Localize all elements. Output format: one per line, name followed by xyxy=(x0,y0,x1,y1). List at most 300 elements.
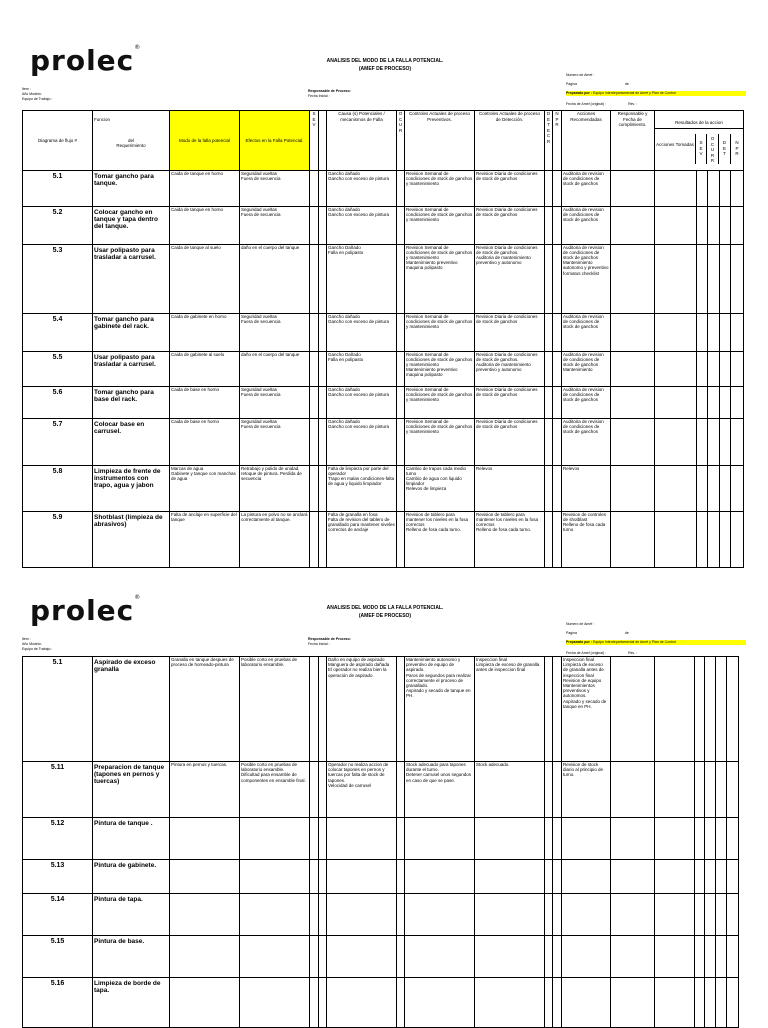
function-requirement: Tomar gancho para gabinete del rack. xyxy=(93,313,170,351)
page-2 xyxy=(0,580,768,1024)
result-ocur-cell xyxy=(705,936,716,978)
detec-cell xyxy=(545,244,553,313)
result-sev-cell xyxy=(695,762,705,818)
r-ocur: O C U R R xyxy=(707,134,719,164)
r-sev: S E V xyxy=(696,134,707,164)
result-ocur-cell xyxy=(705,860,716,894)
potential-causes: Gancho dañado Gancho con exceso de pintura xyxy=(327,386,397,418)
responsible-cell xyxy=(611,244,655,313)
failure-mode: Caida de gabinete al suelo xyxy=(170,351,240,386)
meta-left xyxy=(22,87,52,102)
npr-cell xyxy=(553,511,562,567)
table-row xyxy=(23,351,744,386)
requerimiento-label: del Requerimiento xyxy=(116,137,146,148)
table-row xyxy=(23,860,739,894)
ocur-cell xyxy=(397,818,405,860)
failure-effects: La pintura en polvo no se anclará correctamente al tanque. xyxy=(240,511,310,567)
failure-effects xyxy=(240,978,310,1028)
detection-controls xyxy=(475,936,545,978)
potential-causes: Daño en equipo de aspirado Manguera de aspirado dañada El operador no realiza bien la operación de aspirado xyxy=(327,657,397,762)
preventive-controls: Revision Semanal de condiciones de stock de ganchos y mantenimiento Mantenimiento preventivo maquina polipasto xyxy=(405,351,475,386)
ocur-cell xyxy=(397,762,405,818)
function-requirement: Pintura de gabinete. xyxy=(93,860,170,894)
detec-cell xyxy=(545,978,553,1028)
preventive-controls: Revision Semanal de condiciones de stock de ganchos y mantenimiento Mantenimiento preventivo maquina polipasto xyxy=(405,244,475,313)
fecha-amef-label: Fecha de Amef (original) : Rev. : xyxy=(566,102,637,106)
sev-cell xyxy=(310,244,319,313)
responsible-cell xyxy=(611,418,655,465)
ocur-cell xyxy=(397,206,405,244)
sev-cell xyxy=(310,511,319,567)
recommended-actions: Auditoria de revision de condiciones de stock de ganchos xyxy=(562,170,611,206)
result-det-cell xyxy=(716,894,727,936)
result-sev-cell xyxy=(697,244,708,313)
result-det-cell xyxy=(719,244,731,313)
recommended-actions: Revision de controles de shotblast Relleno de fosa cada turno xyxy=(562,511,611,567)
preventive-controls: Revision Semanal de condiciones de stock de ganchos y mantenimiento xyxy=(405,386,475,418)
failure-effects: Retrabajo y pulido de unidad, retoque de pintura. Perdida de secuencia xyxy=(240,465,310,511)
table-row xyxy=(23,978,739,1028)
recommended-actions xyxy=(562,818,611,860)
function-requirement: Tomar gancho para tanque. xyxy=(93,170,170,206)
failure-mode xyxy=(170,978,240,1028)
responsible-cell xyxy=(611,170,655,206)
table-row xyxy=(23,386,744,418)
failure-mode xyxy=(170,894,240,936)
preventive-controls: Stock adecuado para tapones durante el turno. Detener carrusel unos segundos en caso de que se pase. xyxy=(405,762,475,818)
preventive-controls: Revision Semanal de condiciones de stock de ganchos y mantenimiento xyxy=(405,313,475,351)
col-responsable: Responsable y Fecha de cumplimiento. xyxy=(611,111,655,171)
ocur-cell xyxy=(397,351,405,386)
potential-causes xyxy=(327,860,397,894)
responsable-label: Responsable de Proceso: xyxy=(308,89,351,93)
potential-causes xyxy=(327,818,397,860)
col-sev: S E V xyxy=(310,111,319,171)
recommended-actions: Auditoria de revision de condiciones de stock de ganchos xyxy=(562,386,611,418)
sev-cell xyxy=(310,936,319,978)
failure-effects: Seguridad vueltas Fuera de secuencia xyxy=(240,386,310,418)
result-sev-cell xyxy=(697,465,708,511)
npr-cell xyxy=(553,894,562,936)
failure-effects: daño en el cuerpo del tanque xyxy=(240,244,310,313)
result-npr-cell xyxy=(727,936,739,978)
failure-effects: daño en el cuerpo del tanque xyxy=(240,351,310,386)
pagina-label: Pagina de xyxy=(566,631,629,635)
function-requirement: Usar polipasto para trasladar a carrusel. xyxy=(93,244,170,313)
step-number: 5.5 xyxy=(23,351,93,386)
result-npr-cell xyxy=(727,657,739,762)
table-row xyxy=(23,657,739,762)
failure-mode xyxy=(170,860,240,894)
col-ctrl-prev: Controles Actuales de proceso Preventivos. xyxy=(405,111,475,171)
result-ocur-cell xyxy=(707,418,719,465)
ocur-cell xyxy=(397,170,405,206)
failure-effects: Posible corto en pruebas de laboratorio ensamble. Dificultad para ensamble de componentes en ensamble final. xyxy=(240,762,310,818)
responsible-cell xyxy=(611,818,655,860)
result-sev-cell xyxy=(697,170,708,206)
preventive-controls: Cambio de trapos cada medio turno Cambio de agua con liquido limpiador Relevos de limpieza xyxy=(405,465,475,511)
detection-controls xyxy=(475,978,545,1028)
step-number: 5.1 xyxy=(23,657,93,762)
document-title xyxy=(280,604,490,620)
potential-causes: Gancho Dañado Falla en polipasto xyxy=(327,351,397,386)
result-det-cell xyxy=(719,465,731,511)
npr-cell xyxy=(553,206,562,244)
result-npr-cell xyxy=(727,894,739,936)
detec-cell xyxy=(545,511,553,567)
acciones-tomadas-label: Acciones Tomadas xyxy=(655,134,696,164)
recommended-actions: Revision de stock diario al principio de turno. xyxy=(562,762,611,818)
table-row xyxy=(23,465,744,511)
failure-effects xyxy=(240,860,310,894)
detec-cell xyxy=(545,170,553,206)
result-npr-cell xyxy=(731,313,744,351)
ocur-cell xyxy=(397,936,405,978)
result-det-cell xyxy=(716,936,727,978)
step-number: 5.8 xyxy=(23,465,93,511)
npr-cell xyxy=(553,313,562,351)
detec-cell xyxy=(545,657,553,762)
recommended-actions: Auditoria de revision de condiciones de stock de ganchos Mantenimiento xyxy=(562,351,611,386)
preventive-controls xyxy=(405,978,475,1028)
sev-cell xyxy=(310,762,319,818)
failure-effects xyxy=(240,818,310,860)
equipo-label: Equipo de Trabajo : xyxy=(22,647,53,651)
table-row xyxy=(23,170,744,206)
responsible-cell xyxy=(611,511,655,567)
clas-cell xyxy=(319,206,327,244)
step-number: 5.13 xyxy=(23,860,93,894)
result-ocur-cell xyxy=(707,313,719,351)
function-requirement: Preparacion de tanque (tapones en pernos y tuercas) xyxy=(93,762,170,818)
result-npr-cell xyxy=(727,860,739,894)
step-number: 5.11 xyxy=(23,762,93,818)
recommended-actions: Inspeccion final Limpieza de exceso de granalla antes de inspeccion final Revision de equipo Mantenimientos preventivos y autonomos. Aspirado y secado de tanque en PH. xyxy=(562,657,611,762)
resultados-label: Resultados de la accion xyxy=(655,117,743,129)
table-row xyxy=(23,244,744,313)
col-causa: Causa (s) Potenciales / mecanismos de Falla xyxy=(327,111,397,171)
result-sev-cell xyxy=(695,860,705,894)
table-row xyxy=(23,762,739,818)
detec-cell xyxy=(545,418,553,465)
detection-controls: Revision Diaria de condiciones de stock de ganchos. Auditoria de mantenimiento preventivo y autonomo xyxy=(475,244,545,313)
result-ocur-cell xyxy=(707,386,719,418)
function-requirement: Pintura de tanque . xyxy=(93,818,170,860)
preventive-controls: Revision Semanal de condiciones de stock de ganchos y mantenimiento xyxy=(405,418,475,465)
detec-cell xyxy=(545,206,553,244)
result-ocur-cell xyxy=(705,894,716,936)
r-npr: N P R xyxy=(735,140,739,156)
clas-cell xyxy=(319,818,327,860)
table-row xyxy=(23,818,739,860)
result-det-cell xyxy=(719,511,731,567)
function-requirement: Colocar gancho en tanque y tapa dentro del tanque. xyxy=(93,206,170,244)
result-det-cell xyxy=(716,860,727,894)
ocur-cell xyxy=(397,860,405,894)
sev-cell xyxy=(310,860,319,894)
result-sev-cell xyxy=(695,936,705,978)
ocur-cell xyxy=(397,657,405,762)
actions-taken-cell xyxy=(655,511,697,567)
npr-cell xyxy=(553,978,562,1028)
result-sev-cell xyxy=(695,657,705,762)
ocur-cell xyxy=(397,386,405,418)
npr-cell xyxy=(553,465,562,511)
detection-controls: Revision Diaria de condiciones de stock de ganchos xyxy=(475,206,545,244)
result-npr-cell xyxy=(731,511,744,567)
preparado-por: Preparado por : Equipo Interdepartamental de Amef y Plan de Control xyxy=(566,91,746,96)
step-number: 5.14 xyxy=(23,894,93,936)
npr-cell xyxy=(553,657,562,762)
detec-cell xyxy=(545,860,553,894)
col-det: D E T E C R xyxy=(545,111,553,171)
failure-effects: Seguridad vueltas Fuera de secuencia xyxy=(240,170,310,206)
potential-causes: Falta de limpieza por parte del operador Trapo en malas condiciones-falta de agua y liquido limpiador xyxy=(327,465,397,511)
actions-taken-cell xyxy=(655,465,697,511)
recommended-actions: Auditoria de revision de condiciones de stock de ganchos xyxy=(562,418,611,465)
detec-cell xyxy=(545,351,553,386)
clas-cell xyxy=(319,170,327,206)
detection-controls: Revision de tablero para mantener los niveles en la fosa correctos Relleno de fosa cada turno. xyxy=(475,511,545,567)
sev-cell xyxy=(310,418,319,465)
fecha-inicial-label: Fecha Inicial : xyxy=(308,642,330,646)
clas-cell xyxy=(319,465,327,511)
detection-controls: Revision Diaria de condiciones de stock de ganchos xyxy=(475,386,545,418)
responsible-cell xyxy=(611,351,655,386)
step-number: 5.12 xyxy=(23,818,93,860)
sev-cell xyxy=(310,894,319,936)
function-requirement: Colocar base en carrusel. xyxy=(93,418,170,465)
detec-cell xyxy=(545,762,553,818)
preventive-controls xyxy=(405,818,475,860)
actions-taken-cell xyxy=(655,657,695,762)
subtitle-line: (AMEF DE PROCESO) xyxy=(358,613,412,619)
failure-effects: Seguridad vueltas Fuera de secuencia xyxy=(240,206,310,244)
result-sev-cell xyxy=(695,978,705,1028)
result-det-cell xyxy=(716,762,727,818)
detection-controls: Revision Diaria de condiciones de stock de ganchos xyxy=(475,170,545,206)
responsible-cell xyxy=(611,206,655,244)
failure-mode: Falta de anclaje en superficie del tanque xyxy=(170,511,240,567)
npr-cell xyxy=(553,936,562,978)
failure-effects: Seguridad vueltas Fuera de secuencia xyxy=(240,418,310,465)
recommended-actions xyxy=(562,860,611,894)
result-ocur-cell xyxy=(707,465,719,511)
result-det-cell xyxy=(719,170,731,206)
potential-causes xyxy=(327,936,397,978)
detection-controls: Inspeccion final Limpieza de exceso de granalla antes de inspeccion final xyxy=(475,657,545,762)
detec-cell xyxy=(545,818,553,860)
result-sev-cell xyxy=(697,351,708,386)
npr-cell xyxy=(553,762,562,818)
pagina-label: Pagina de xyxy=(566,82,629,86)
col-efectos: Efectos en la Falla Potencial. xyxy=(240,111,310,171)
result-npr-cell xyxy=(727,818,739,860)
clas-cell xyxy=(319,657,327,762)
detec-cell xyxy=(545,894,553,936)
npr-cell xyxy=(553,386,562,418)
result-ocur-cell xyxy=(707,206,719,244)
responsible-cell xyxy=(611,978,655,1028)
function-requirement: Pintura de tapa. xyxy=(93,894,170,936)
responsable-label: Responsable de Proceso: xyxy=(308,637,351,641)
meta-right xyxy=(566,622,746,656)
ocur-cell xyxy=(397,465,405,511)
result-npr-cell xyxy=(731,170,744,206)
function-requirement: Pintura de base. xyxy=(93,936,170,978)
failure-mode: Caida de tanque al suelo xyxy=(170,244,240,313)
recommended-actions: Auditoria de revision de condiciones de stock de ganchos xyxy=(562,206,611,244)
resultados-subheaders xyxy=(655,134,743,164)
amef-table-page-1 xyxy=(22,110,744,568)
actions-taken-cell xyxy=(655,244,697,313)
table-row xyxy=(23,894,739,936)
result-npr-cell xyxy=(731,386,744,418)
col-resultados xyxy=(655,111,744,171)
actions-taken-cell xyxy=(655,978,695,1028)
potential-causes xyxy=(327,978,397,1028)
sev-cell xyxy=(310,170,319,206)
ocur-cell xyxy=(397,511,405,567)
detec-cell xyxy=(545,936,553,978)
equipo-label: Equipo de Trabajo : xyxy=(22,97,53,101)
table-row xyxy=(23,511,744,567)
result-npr-cell xyxy=(731,244,744,313)
step-number: 5.7 xyxy=(23,418,93,465)
detection-controls: Relevos xyxy=(475,465,545,511)
preventive-controls xyxy=(405,936,475,978)
function-requirement: Tomar gancho para base del rack. xyxy=(93,386,170,418)
result-det-cell xyxy=(719,418,731,465)
ano-modelo-label: Año Modelo: xyxy=(22,92,42,96)
document-title xyxy=(280,57,490,73)
result-ocur-cell xyxy=(705,818,716,860)
actions-taken-cell xyxy=(655,936,695,978)
result-npr-cell xyxy=(727,762,739,818)
item-label: Item : xyxy=(22,87,31,91)
fecha-amef-label: Fecha de Amef (original) : Rev. : xyxy=(566,651,637,655)
actions-taken-cell xyxy=(655,762,695,818)
table-row xyxy=(23,418,744,465)
npr-cell xyxy=(553,170,562,206)
function-requirement: Limpieza de borde de tapa. xyxy=(93,978,170,1028)
r-det: D E T xyxy=(719,134,731,164)
failure-effects: Posible corto en pruebas de laboratorio ensamble. xyxy=(240,657,310,762)
result-npr-cell xyxy=(731,465,744,511)
actions-taken-cell xyxy=(655,351,697,386)
function-requirement: Usar polipasto para trasladar a carrusel. xyxy=(93,351,170,386)
responsible-cell xyxy=(611,386,655,418)
actions-taken-cell xyxy=(655,894,695,936)
amef-table-page-2 xyxy=(22,656,739,1028)
actions-taken-cell xyxy=(655,386,697,418)
table-row xyxy=(23,206,744,244)
item-label: Item : xyxy=(22,637,31,641)
clas-cell xyxy=(319,244,327,313)
result-det-cell xyxy=(719,206,731,244)
responsible-cell xyxy=(611,313,655,351)
detec-cell xyxy=(545,313,553,351)
result-sev-cell xyxy=(695,818,705,860)
sev-cell xyxy=(310,351,319,386)
step-number: 5.16 xyxy=(23,978,93,1028)
result-ocur-cell xyxy=(707,351,719,386)
preventive-controls: Mantenimiento autonomo y preventivo de equipo de aspirado. Paros de segundos para realizar correctamente el proceso de granallado. Aspirado y secado de tanque en PH. xyxy=(405,657,475,762)
ano-modelo-label: Año Modelo: xyxy=(22,642,42,646)
detection-controls: Stock adecuado. xyxy=(475,762,545,818)
responsible-cell xyxy=(611,465,655,511)
failure-effects: Seguridad vueltas Fuera de secuencia xyxy=(240,313,310,351)
function-requirement: Limpieza de frente de instrumentos con trapo, agua y jabon xyxy=(93,465,170,511)
step-number: 5.9 xyxy=(23,511,93,567)
numero-amef-label: Numero de Amef : xyxy=(566,622,595,626)
actions-taken-cell xyxy=(655,206,697,244)
result-npr-cell xyxy=(731,351,744,386)
responsible-cell xyxy=(611,894,655,936)
npr-cell xyxy=(553,818,562,860)
result-sev-cell xyxy=(697,206,708,244)
detection-controls xyxy=(475,818,545,860)
failure-mode: Pintura en pernos y tuercas. xyxy=(170,762,240,818)
npr-cell xyxy=(553,351,562,386)
potential-causes: Gancho Dañado Falla en polipasto xyxy=(327,244,397,313)
title-line: ANALISIS DEL MODO DE LA FALLA POTENCIAL. xyxy=(326,58,444,64)
col-ctrl-det: Controles Actuales de proceso de Detección. xyxy=(475,111,545,171)
failure-effects xyxy=(240,894,310,936)
col-modo: Modo de la falla potencial xyxy=(170,111,240,171)
prolec-logo: prolec® xyxy=(30,594,142,627)
potential-causes: Operador no realiza accion de colocar tapones en pernos y tuercas por falta de stock de tapones. Velocidad de carrusel xyxy=(327,762,397,818)
sev-cell xyxy=(310,657,319,762)
col-funcion xyxy=(93,111,170,171)
subtitle-line: (AMEF DE PROCESO) xyxy=(358,66,412,72)
ocur-cell xyxy=(397,978,405,1028)
ocur-cell xyxy=(397,244,405,313)
funcion-label: Funcion xyxy=(94,116,111,122)
failure-mode: Caida de base en horno xyxy=(170,418,240,465)
detection-controls: Revision Diaria de condiciones de stock de ganchos xyxy=(475,418,545,465)
potential-causes: Gancho dañado Gancho con exceso de pintura xyxy=(327,418,397,465)
result-ocur-cell xyxy=(705,978,716,1028)
sev-cell xyxy=(310,465,319,511)
sev-cell xyxy=(310,978,319,1028)
result-det-cell xyxy=(719,313,731,351)
failure-mode: Caida de tanque en horno xyxy=(170,170,240,206)
result-det-cell xyxy=(719,351,731,386)
clas-cell xyxy=(319,978,327,1028)
detec-cell xyxy=(545,465,553,511)
responsible-cell xyxy=(611,936,655,978)
failure-mode xyxy=(170,818,240,860)
result-npr-cell xyxy=(727,978,739,1028)
step-number: 5.2 xyxy=(23,206,93,244)
failure-mode: Marcas de agua Gabinete y tanque con manchas de agua xyxy=(170,465,240,511)
result-det-cell xyxy=(716,657,727,762)
step-number: 5.3 xyxy=(23,244,93,313)
fecha-inicial-label: Fecha Inicial : xyxy=(308,94,330,98)
clas-cell xyxy=(319,894,327,936)
table-row xyxy=(23,936,739,978)
recommended-actions xyxy=(562,936,611,978)
failure-mode: Caida de base en horno xyxy=(170,386,240,418)
step-number: 5.4 xyxy=(23,313,93,351)
potential-causes xyxy=(327,894,397,936)
result-det-cell xyxy=(719,386,731,418)
step-number: 5.6 xyxy=(23,386,93,418)
meta-center xyxy=(308,637,351,647)
result-sev-cell xyxy=(695,894,705,936)
clas-cell xyxy=(319,418,327,465)
